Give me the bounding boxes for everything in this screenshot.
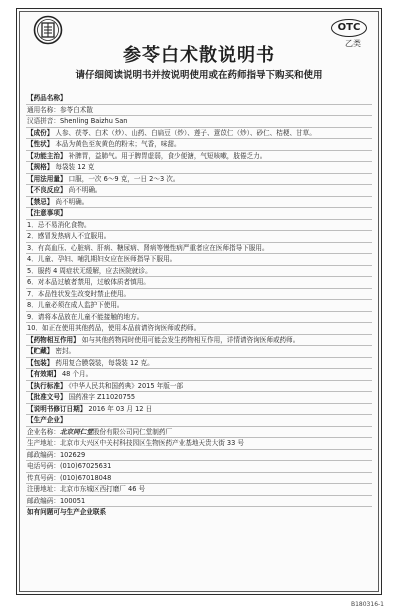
generic-name: 通用名称：参苓白术散: [26, 105, 372, 117]
storage-row: 【贮藏】 密封。: [26, 346, 372, 358]
note-item: 10．如正在使用其他药品，使用本品前请咨询医师或药师。: [26, 323, 372, 335]
registered-address: 注册地址：北京市东城区西打磨厂 46 号: [26, 484, 372, 496]
spec-row: 【规格】 每袋装 12 克: [26, 162, 372, 174]
note-item: 4．儿童、孕妇、哺乳期妇女应在医师指导下服用。: [26, 254, 372, 266]
usage-warning: 请仔细阅读说明书并按说明使用或在药师指导下购买和使用: [75, 70, 323, 81]
phone-number: 电话号码：(010)67025631: [26, 461, 372, 473]
print-code: B180316-1: [350, 601, 384, 608]
postcode-1: 邮政编码：102629: [26, 450, 372, 462]
postcode-2: 邮政编码：100051: [26, 496, 372, 508]
company-brand: 北京同仁堂: [59, 427, 93, 436]
note-item: 6．对本品过敏者禁用，过敏体质者慎用。: [26, 277, 372, 289]
notes-header: 【注意事项】: [26, 208, 372, 220]
instruction-content: [26, 93, 372, 518]
note-item: 2．感冒发热病人不宜服用。: [26, 231, 372, 243]
note-item: 1．忌不易消化食物。: [26, 220, 372, 232]
note-item: 5．服药 4 周症状无缓解，应去医院就诊。: [26, 266, 372, 278]
company-header: 【生产企业】: [26, 415, 372, 427]
note-item: 8．儿童必须在成人监护下使用。: [26, 300, 372, 312]
composition-row: 【成份】 人参、茯苓、白术（炒）、山药、白扁豆（炒）、莲子、薏苡仁（炒）、砂仁、桔梗、甘草。: [26, 128, 372, 140]
drug-name-header: 【药品名称】: [26, 93, 372, 105]
standard-row: 【执行标准】 《中华人民共和国药典》2015 年版一部: [26, 381, 372, 393]
contraindication-row: 【禁忌】 尚不明确。: [26, 197, 372, 209]
contact-note: 如有问题可与生产企业联系: [27, 508, 107, 516]
otc-class-label: 乙类: [345, 39, 361, 48]
adverse-row: 【不良反应】 尚不明确。: [26, 185, 372, 197]
note-item: 3．有高血压、心脏病、肝病、糖尿病、肾病等慢性病严重者应在医师指导下服用。: [26, 243, 372, 255]
production-address: 生产地址：北京市大兴区中关村科技园区生物医药产业基地天贵大街 33 号: [26, 438, 372, 450]
usage-row: 【用法用量】 口服，一次 6～9 克，一日 2～3 次。: [26, 174, 372, 186]
validity-row: 【有效期】 48 个月。: [26, 369, 372, 381]
company-name-row: 企业名称：北京同仁堂股份有限公司同仁堂制药厂: [26, 427, 372, 439]
package-row: 【包装】 药用复合膜袋装，每袋装 12 克。: [26, 358, 372, 370]
properties-row: 【性状】 本品为黄色至灰黄色的粉末；气香，味甜。: [26, 139, 372, 151]
approval-row: 【批准文号】 国药准字 Z11020755: [26, 392, 372, 404]
note-item: 9．请将本品放在儿童不能接触的地方。: [26, 312, 372, 324]
note-item: 7．本品性状发生改变时禁止使用。: [26, 289, 372, 301]
indication-row: 【功能主治】 补脾胃，益肺气。用于脾胃虚弱，食少便溏，气短咳嗽，肢倦乏力。: [26, 151, 372, 163]
fax-number: 传真号码：(010)67018048: [26, 473, 372, 485]
revision-row: 【说明书修订日期】 2016 年 03 月 12 日: [26, 404, 372, 416]
document-title: 参苓白术散说明书: [123, 45, 275, 66]
instruction-sheet: [16, 8, 382, 595]
pinyin-name: 汉语拼音：Shenling Baizhu San: [26, 116, 372, 128]
interaction-row: 【药物相互作用】 如与其他药物同时使用可能会发生药物相互作用，详情请咨询医师或药师。: [26, 335, 372, 347]
otc-badge: OTC: [331, 19, 367, 37]
